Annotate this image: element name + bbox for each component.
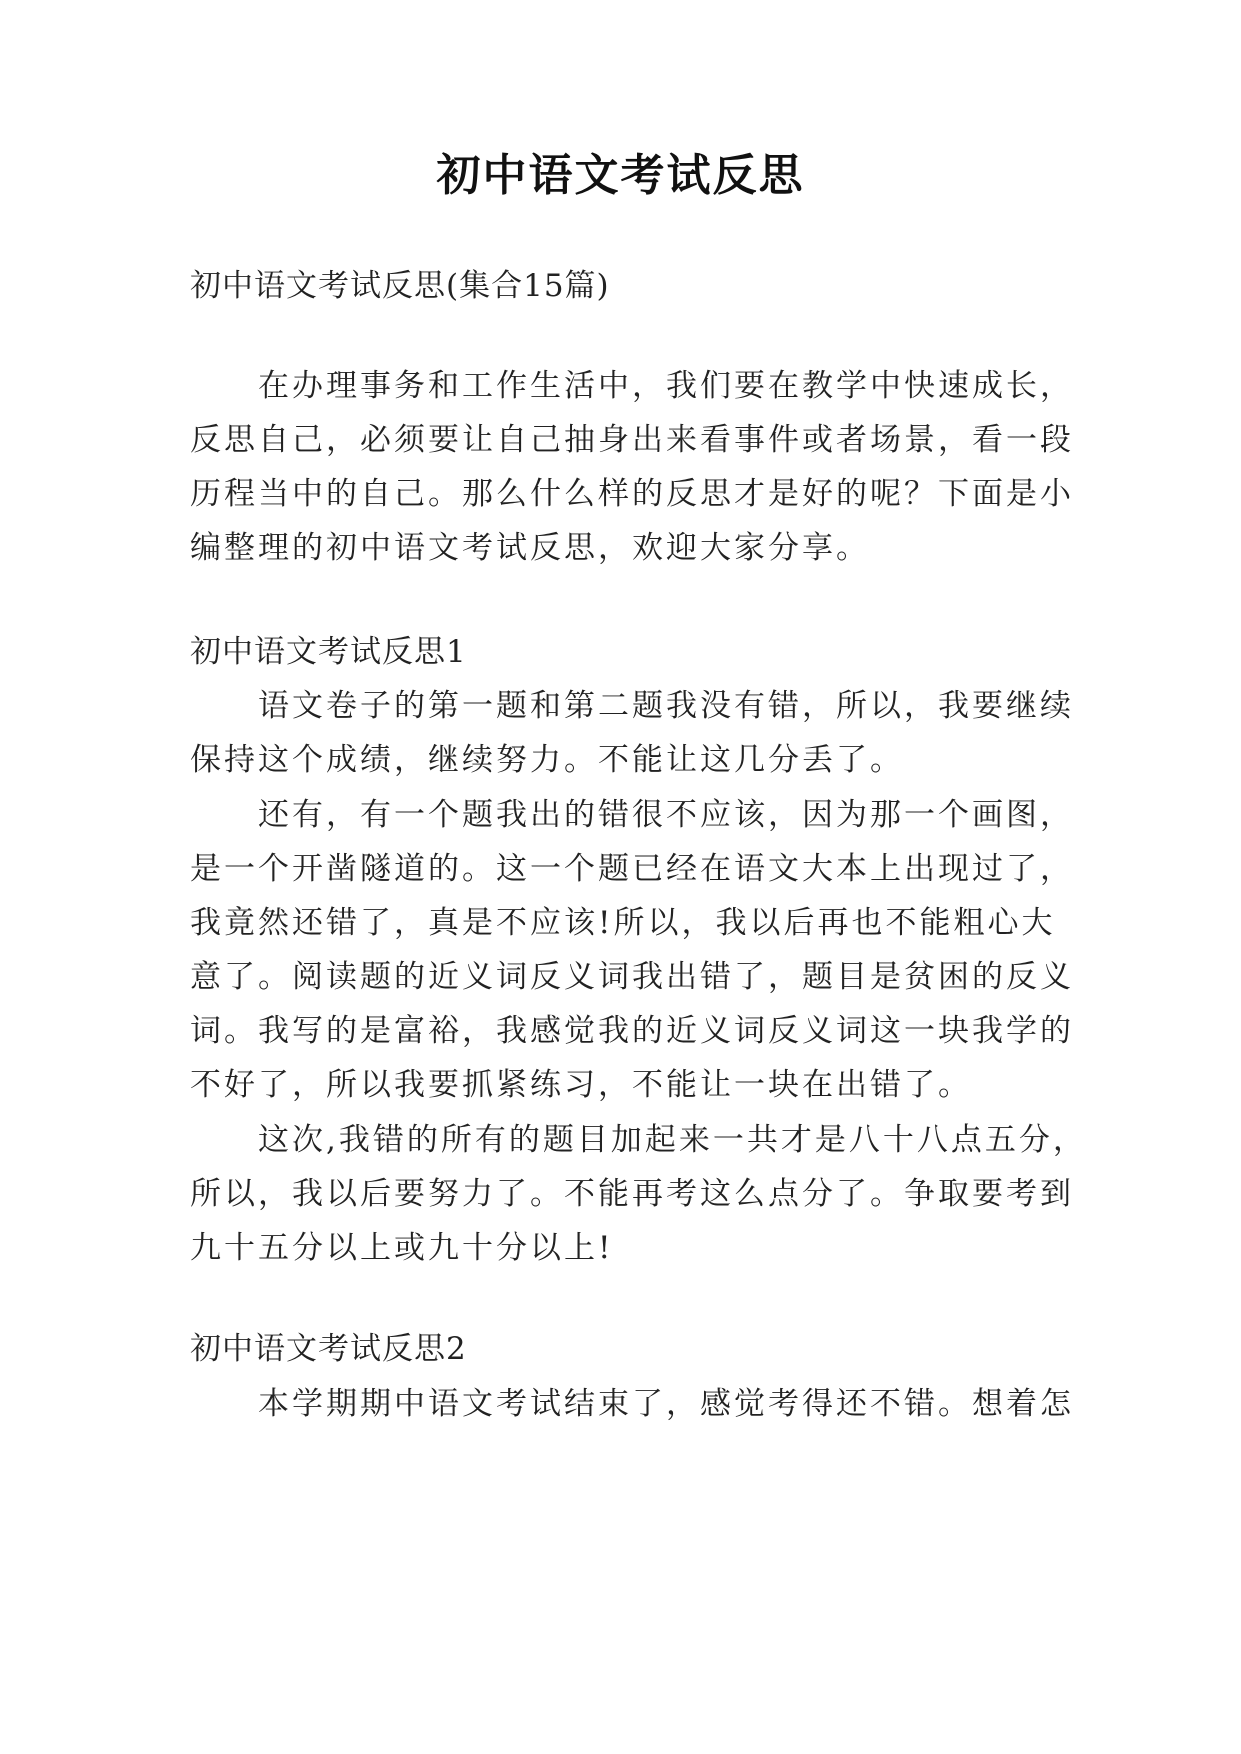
section-line: 还有，有一个题我出的错很不应该，因为那一个画图，: [258, 797, 1074, 833]
section-line: 本学期期中语文考试结束了，感觉考得还不错。想着怎: [258, 1386, 1074, 1422]
section-line: 词。我写的是富裕，我感觉我的近义词反义词这一块我学的: [190, 1013, 1074, 1049]
section-line: 九十五分以上或九十分以上!: [190, 1230, 614, 1266]
section-line: 我竟然还错了，真是不应该!所以，我以后再也不能粗心大: [190, 905, 1056, 941]
section-line: 不好了，所以我要抓紧练习，不能让一块在出错了。: [190, 1067, 972, 1103]
intro-line: 在办理事务和工作生活中，我们要在教学中快速成长，: [258, 368, 1074, 404]
section-line: 所以，我以后要努力了。不能再考这么点分了。争取要考到: [190, 1176, 1074, 1212]
document-subtitle: 初中语文考试反思(集合15篇): [190, 268, 610, 304]
intro-line: 编整理的初中语文考试反思，欢迎大家分享。: [190, 530, 870, 566]
section-line: 意了。阅读题的近义词反义词我出错了，题目是贫困的反义: [190, 959, 1074, 995]
section-heading: 初中语文考试反思2: [190, 1331, 467, 1367]
intro-line: 反思自己，必须要让自己抽身出来看事件或者场景，看一段: [190, 422, 1074, 458]
section-line: 是一个开凿隧道的。这一个题已经在语文大本上出现过了，: [190, 851, 1074, 887]
section-line: 保持这个成绩，继续努力。不能让这几分丢了。: [190, 742, 904, 778]
section-heading: 初中语文考试反思1: [190, 634, 467, 670]
section-line: 语文卷子的第一题和第二题我没有错，所以，我要继续: [258, 688, 1074, 724]
section-line: 这次,我错的所有的题目加起来一共才是八十八点五分，: [258, 1122, 1087, 1158]
intro-line: 历程当中的自己。那么什么样的反思才是好的呢？下面是小: [190, 476, 1074, 512]
document-title: 初中语文考试反思: [436, 150, 805, 201]
